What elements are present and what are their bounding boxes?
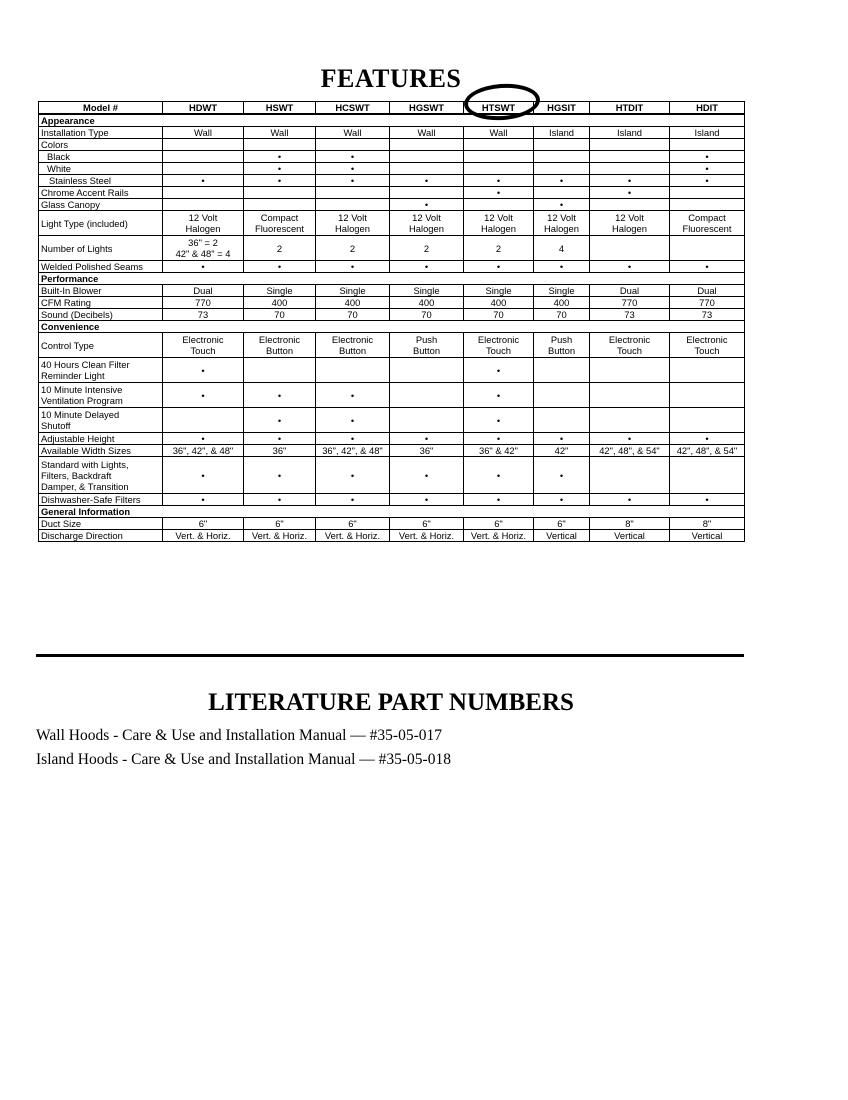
header-cell: HDWT <box>163 102 244 115</box>
table-cell: • <box>670 433 745 445</box>
table-cell: 6" <box>316 518 390 530</box>
table-cell: • <box>316 383 390 408</box>
table-cell: Wall <box>390 127 464 139</box>
table-cell <box>534 358 590 383</box>
row-label: 10 Minute Delayed Shutoff <box>39 408 163 433</box>
table-cell: 6" <box>390 518 464 530</box>
table-cell: 42" <box>534 445 590 457</box>
table-cell <box>670 199 745 211</box>
table-cell <box>163 199 244 211</box>
table-cell <box>590 151 670 163</box>
table-cell <box>464 163 534 175</box>
table-cell: • <box>390 494 464 506</box>
table-cell: • <box>163 433 244 445</box>
table-cell: 70 <box>390 309 464 321</box>
table-cell: 6" <box>464 518 534 530</box>
table-cell: • <box>464 457 534 494</box>
literature-title: LITERATURE PART NUMBERS <box>208 689 574 716</box>
table-cell: • <box>534 433 590 445</box>
header-cell: HGSIT <box>534 102 590 115</box>
table-cell <box>390 163 464 175</box>
table-cell: • <box>316 433 390 445</box>
row-label: Glass Canopy <box>39 199 163 211</box>
table-cell: • <box>590 433 670 445</box>
table-cell: 400 <box>464 297 534 309</box>
table-cell: • <box>390 199 464 211</box>
table-cell <box>534 187 590 199</box>
table-cell: • <box>670 494 745 506</box>
table-cell: • <box>590 175 670 187</box>
header-cell: HTDIT <box>590 102 670 115</box>
table-cell: Electronic Button <box>316 333 390 358</box>
table-cell: 400 <box>316 297 390 309</box>
table-cell: • <box>244 151 316 163</box>
table-cell <box>244 199 316 211</box>
table-cell: 36" <box>390 445 464 457</box>
table-cell: • <box>316 151 390 163</box>
row-label: Installation Type <box>39 127 163 139</box>
table-cell <box>670 408 745 433</box>
table-cell: 4 <box>534 236 590 261</box>
table-cell: 36", 42", & 48" <box>316 445 390 457</box>
table-cell <box>590 139 670 151</box>
table-cell: • <box>316 494 390 506</box>
table-cell <box>590 199 670 211</box>
row-label: 40 Hours Clean Filter Reminder Light <box>39 358 163 383</box>
table-cell: 73 <box>670 309 745 321</box>
table-row <box>39 175 745 187</box>
row-label: Dishwasher-Safe Filters <box>39 494 163 506</box>
table-cell: • <box>590 187 670 199</box>
table-cell: Wall <box>464 127 534 139</box>
table-cell: • <box>244 457 316 494</box>
table-cell: • <box>244 163 316 175</box>
table-row <box>39 445 745 457</box>
section-row <box>39 273 745 285</box>
table-row <box>39 333 745 358</box>
table-cell: • <box>464 358 534 383</box>
table-cell <box>163 151 244 163</box>
row-label: Light Type (included) <box>39 211 163 236</box>
table-cell: • <box>390 175 464 187</box>
table-cell <box>244 139 316 151</box>
table-cell: Electronic Touch <box>590 333 670 358</box>
section-label: Appearance <box>39 114 745 127</box>
table-row <box>39 285 745 297</box>
table-cell: • <box>163 383 244 408</box>
table-cell: 400 <box>244 297 316 309</box>
table-cell <box>670 383 745 408</box>
header-cell: HDIT <box>670 102 745 115</box>
table-cell <box>316 358 390 383</box>
table-cell: 6" <box>534 518 590 530</box>
table-cell <box>670 457 745 494</box>
section-label: Convenience <box>39 321 745 333</box>
table-row <box>39 297 745 309</box>
table-cell <box>316 199 390 211</box>
table-cell <box>534 408 590 433</box>
table-cell: 70 <box>464 309 534 321</box>
table-cell <box>590 408 670 433</box>
header-cell: HCSWT <box>316 102 390 115</box>
table-cell: 73 <box>163 309 244 321</box>
table-cell: 6" <box>244 518 316 530</box>
table-cell: • <box>163 494 244 506</box>
table-cell: • <box>590 494 670 506</box>
table-cell <box>390 187 464 199</box>
table-row <box>39 261 745 273</box>
table-cell <box>316 187 390 199</box>
table-cell: • <box>670 175 745 187</box>
table-cell <box>464 151 534 163</box>
table-cell: • <box>464 408 534 433</box>
table-row <box>39 187 745 199</box>
table-cell: 12 Volt Halogen <box>590 211 670 236</box>
row-label: Control Type <box>39 333 163 358</box>
table-cell <box>590 383 670 408</box>
table-cell: • <box>670 151 745 163</box>
table-cell: • <box>163 457 244 494</box>
table-cell: • <box>244 433 316 445</box>
table-cell: Vertical <box>590 530 670 542</box>
table-cell: Wall <box>163 127 244 139</box>
table-cell: Push Button <box>534 333 590 358</box>
table-cell: Island <box>590 127 670 139</box>
table-cell: • <box>534 261 590 273</box>
table-cell: • <box>534 199 590 211</box>
table-cell <box>534 163 590 175</box>
row-label: CFM Rating <box>39 297 163 309</box>
table-cell <box>670 236 745 261</box>
table-cell: 8" <box>590 518 670 530</box>
literature-line: Island Hoods - Care & Use and Installation Manual — #35-05-018 <box>36 751 451 768</box>
table-cell: • <box>534 494 590 506</box>
table-cell: Electronic Touch <box>670 333 745 358</box>
row-label: Duct Size <box>39 518 163 530</box>
row-label: Stainless Steel <box>39 175 163 187</box>
table-cell: 12 Volt Halogen <box>163 211 244 236</box>
table-row <box>39 163 745 175</box>
table-cell <box>390 383 464 408</box>
table-cell: • <box>464 187 534 199</box>
row-label: White <box>39 163 163 175</box>
table-cell: 12 Volt Halogen <box>464 211 534 236</box>
divider <box>36 654 744 657</box>
row-label: Sound (Decibels) <box>39 309 163 321</box>
table-cell: • <box>316 175 390 187</box>
table-cell: 400 <box>534 297 590 309</box>
row-label: Adjustable Height <box>39 433 163 445</box>
header-cell: HSWT <box>244 102 316 115</box>
table-cell: • <box>244 494 316 506</box>
table-cell: Single <box>464 285 534 297</box>
table-cell: 12 Volt Halogen <box>534 211 590 236</box>
table-body <box>39 114 745 542</box>
table-row <box>39 494 745 506</box>
section-label: General Information <box>39 506 745 518</box>
row-label: Discharge Direction <box>39 530 163 542</box>
table-cell: 42", 48", & 54" <box>670 445 745 457</box>
table-cell: • <box>163 175 244 187</box>
section-label: Performance <box>39 273 745 285</box>
table-row <box>39 151 745 163</box>
table-cell <box>464 139 534 151</box>
table-cell: 6" <box>163 518 244 530</box>
row-label: Standard with Lights, Filters, Backdraft Damper, & Transition <box>39 457 163 494</box>
table-cell: 36" <box>244 445 316 457</box>
table-row <box>39 236 745 261</box>
table-cell: Electronic Button <box>244 333 316 358</box>
header-cell: HTSWT <box>464 102 534 115</box>
table-cell: • <box>534 457 590 494</box>
table-cell: Vert. & Horiz. <box>464 530 534 542</box>
section-row <box>39 506 745 518</box>
table-cell: • <box>244 175 316 187</box>
table-cell <box>670 187 745 199</box>
features-table <box>38 101 745 542</box>
table-cell: 12 Volt Halogen <box>390 211 464 236</box>
table-cell: • <box>464 433 534 445</box>
table-cell: Push Button <box>390 333 464 358</box>
table-cell <box>163 187 244 199</box>
table-cell: Vert. & Horiz. <box>244 530 316 542</box>
table-cell: • <box>534 175 590 187</box>
row-label: Colors <box>39 139 163 151</box>
table-cell: • <box>244 383 316 408</box>
table-cell <box>534 151 590 163</box>
table-cell: 770 <box>163 297 244 309</box>
table-row <box>39 127 745 139</box>
table-cell: Compact Fluorescent <box>244 211 316 236</box>
table-cell: Vert. & Horiz. <box>316 530 390 542</box>
row-label: Chrome Accent Rails <box>39 187 163 199</box>
table-row <box>39 457 745 494</box>
table-cell: • <box>163 261 244 273</box>
table-cell <box>590 457 670 494</box>
table-cell <box>163 408 244 433</box>
table-cell <box>316 139 390 151</box>
table-cell <box>670 139 745 151</box>
table-row <box>39 433 745 445</box>
row-label: Number of Lights <box>39 236 163 261</box>
table-cell <box>163 163 244 175</box>
table-cell: Single <box>534 285 590 297</box>
table-cell: • <box>390 261 464 273</box>
table-cell: 770 <box>590 297 670 309</box>
table-cell: • <box>316 163 390 175</box>
table-cell: 36", 42", & 48" <box>163 445 244 457</box>
table-cell <box>590 163 670 175</box>
table-cell: • <box>670 261 745 273</box>
table-cell <box>390 151 464 163</box>
table-cell <box>534 383 590 408</box>
table-cell: Electronic Touch <box>163 333 244 358</box>
table-cell: 400 <box>390 297 464 309</box>
table-cell: 70 <box>244 309 316 321</box>
table-row <box>39 309 745 321</box>
table-cell: • <box>163 358 244 383</box>
table-cell: • <box>316 408 390 433</box>
table-row <box>39 530 745 542</box>
table-cell: Dual <box>590 285 670 297</box>
table-cell: Dual <box>163 285 244 297</box>
table-cell: Single <box>390 285 464 297</box>
table-cell <box>590 358 670 383</box>
table-cell <box>590 236 670 261</box>
table-cell: • <box>244 261 316 273</box>
features-title: FEATURES <box>320 64 462 93</box>
table-cell: 12 Volt Halogen <box>316 211 390 236</box>
table-cell: • <box>464 175 534 187</box>
table-cell: Electronic Touch <box>464 333 534 358</box>
table-row <box>39 358 745 383</box>
table-cell: 2 <box>464 236 534 261</box>
table-row <box>39 211 745 236</box>
table-cell <box>390 358 464 383</box>
table-cell: 36" & 42" <box>464 445 534 457</box>
table-cell <box>534 139 590 151</box>
table-cell: 73 <box>590 309 670 321</box>
table-cell: • <box>464 383 534 408</box>
table-cell <box>244 358 316 383</box>
table-cell: Island <box>534 127 590 139</box>
literature-line: Wall Hoods - Care & Use and Installation Manual — #35-05-017 <box>36 727 442 744</box>
table-cell: • <box>390 457 464 494</box>
table-cell: 770 <box>670 297 745 309</box>
table-cell: Island <box>670 127 745 139</box>
table-cell: 70 <box>316 309 390 321</box>
table-cell: • <box>670 163 745 175</box>
table-cell: 2 <box>316 236 390 261</box>
header-cell: HGSWT <box>390 102 464 115</box>
row-label: 10 Minute Intensive Ventilation Program <box>39 383 163 408</box>
table-row <box>39 408 745 433</box>
table-cell: • <box>464 261 534 273</box>
table-cell: Single <box>244 285 316 297</box>
section-row <box>39 114 745 127</box>
table-cell: • <box>390 433 464 445</box>
table-cell <box>670 358 745 383</box>
table-cell <box>390 408 464 433</box>
table-cell: Wall <box>244 127 316 139</box>
table-cell: • <box>316 261 390 273</box>
table-cell: Vertical <box>534 530 590 542</box>
row-label: Built-In Blower <box>39 285 163 297</box>
table-cell <box>390 139 464 151</box>
table-cell <box>244 187 316 199</box>
row-label: Black <box>39 151 163 163</box>
table-cell: • <box>464 494 534 506</box>
table-cell: 36" = 2 42" & 48" = 4 <box>163 236 244 261</box>
table-cell: • <box>590 261 670 273</box>
table-cell: 70 <box>534 309 590 321</box>
table-row <box>39 518 745 530</box>
table-cell: Dual <box>670 285 745 297</box>
table-cell: 42", 48", & 54" <box>590 445 670 457</box>
table-row <box>39 139 745 151</box>
section-row <box>39 321 745 333</box>
table-cell: • <box>244 408 316 433</box>
table-cell: 2 <box>244 236 316 261</box>
table-cell: Vertical <box>670 530 745 542</box>
table-cell <box>163 139 244 151</box>
table-row <box>39 383 745 408</box>
table-cell: Compact Fluorescent <box>670 211 745 236</box>
table-row <box>39 199 745 211</box>
row-label: Welded Polished Seams <box>39 261 163 273</box>
table-cell: • <box>316 457 390 494</box>
table-cell: Vert. & Horiz. <box>163 530 244 542</box>
table-cell: 2 <box>390 236 464 261</box>
table-cell: 8" <box>670 518 745 530</box>
table-cell <box>464 199 534 211</box>
table-cell: Vert. & Horiz. <box>390 530 464 542</box>
table-cell: Single <box>316 285 390 297</box>
row-label: Available Width Sizes <box>39 445 163 457</box>
header-cell: Model # <box>39 102 163 115</box>
table-cell: Wall <box>316 127 390 139</box>
table-header-row <box>39 102 745 115</box>
